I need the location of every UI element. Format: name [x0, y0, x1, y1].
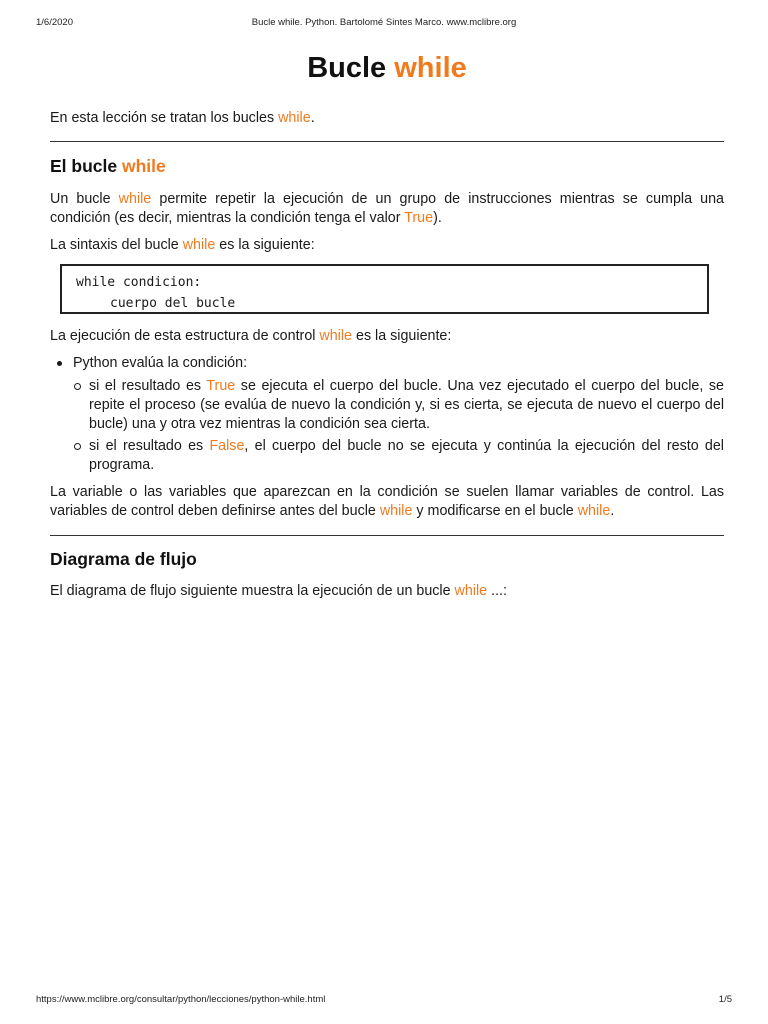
- section-heading-diagrama: Diagrama de flujo: [50, 549, 197, 569]
- print-header: [36, 17, 732, 31]
- list-item-text: Python evalúa la condición:: [73, 355, 248, 371]
- keyword-false-link[interactable]: False: [209, 438, 245, 454]
- control-variables-paragraph: [50, 483, 724, 521]
- keyword-while-link[interactable]: while: [319, 328, 353, 344]
- sub-item-text: , el cuerpo del bucle no se ejecuta y continúa la ejecución del resto del programa.: [89, 438, 724, 473]
- sub-list-item: [50, 437, 724, 475]
- control-text: La variable o las variables que aparezcan en la condición se suelen llamar variables de control. Las variables de control deben definirse antes del bucle: [50, 484, 724, 519]
- keyword-while-link[interactable]: while: [182, 237, 216, 253]
- section-divider: [50, 535, 724, 536]
- keyword-true-link[interactable]: True: [206, 378, 236, 394]
- bullet-dot-icon: [57, 361, 62, 366]
- keyword-while-link[interactable]: while: [577, 503, 611, 519]
- execution-paragraph: [50, 327, 724, 346]
- print-url: https://www.mclibre.org/consultar/python/lecciones/python-while.html: [36, 994, 326, 1005]
- code-line-2: cuerpo del bucle: [110, 296, 236, 311]
- execution-text: La ejecución de esta estructura de control: [50, 328, 320, 344]
- definition-text: ).: [433, 210, 442, 226]
- flowchart-paragraph: [50, 582, 724, 601]
- flowchart-text: El diagrama de flujo siguiente muestra la ejecución de un bucle: [50, 583, 455, 599]
- code-line-1: while condicion:: [76, 275, 202, 290]
- sub-item-text: se ejecuta el cuerpo del bucle. Una vez ejecutado el cuerpo del bucle, se repite el proceso (se evalúa de nuevo la condición y, si es cierta, se ejecuta de nuevo el cuerpo del bucle) una y otra vez mientras la condición sea cierta.: [89, 378, 724, 432]
- print-document-title: Bucle while. Python. Bartolomé Sintes Marco. www.mclibre.org: [251, 17, 517, 28]
- print-date: 1/6/2020: [36, 17, 73, 28]
- definition-text: permite repetir la ejecución de un grupo de instrucciones mientras se cumpla una condición (es decir, mientras la condición tenga el valor: [50, 191, 724, 226]
- section-heading-bucle-while: [50, 156, 166, 177]
- sub-list-item: [50, 377, 724, 435]
- section-heading-text: El bucle: [50, 156, 122, 176]
- sub-item-text: si el resultado es: [89, 378, 207, 394]
- keyword-while-link[interactable]: while: [454, 583, 488, 599]
- syntax-paragraph: [50, 236, 724, 255]
- sub-item-text: si el resultado es: [89, 438, 210, 454]
- keyword-while-link[interactable]: while: [118, 191, 152, 207]
- definition-text: Un bucle: [50, 191, 119, 207]
- control-text: y modificarse en el bucle: [412, 503, 578, 519]
- page-title-text: Bucle: [307, 52, 395, 84]
- sub-list-item-text: [89, 437, 724, 475]
- page-title: [50, 52, 724, 85]
- intro-text-end: .: [310, 110, 315, 126]
- list-item: [50, 354, 724, 374]
- sub-list-item-text: [89, 377, 724, 434]
- intro-text: En esta lección se tratan los bucles: [50, 110, 279, 126]
- keyword-while-link[interactable]: while: [379, 503, 413, 519]
- intro-paragraph: [50, 109, 724, 128]
- bullet-circle-icon: [74, 383, 81, 390]
- syntax-text: es la siguiente:: [215, 237, 315, 253]
- keyword-true-link[interactable]: True: [404, 210, 434, 226]
- page-number: 1/5: [718, 994, 732, 1005]
- code-block: [60, 264, 709, 314]
- section-divider: [50, 141, 724, 142]
- bullet-circle-icon: [74, 443, 81, 450]
- syntax-text: La sintaxis del bucle: [50, 237, 183, 253]
- definition-paragraph: [50, 190, 724, 228]
- page-title-keyword: while: [394, 52, 467, 84]
- intro-keyword-link[interactable]: while: [278, 110, 311, 126]
- execution-text: es la siguiente:: [352, 328, 452, 344]
- control-text: .: [610, 503, 615, 519]
- flowchart-text: ...:: [487, 583, 507, 599]
- section-heading-keyword: while: [121, 156, 166, 176]
